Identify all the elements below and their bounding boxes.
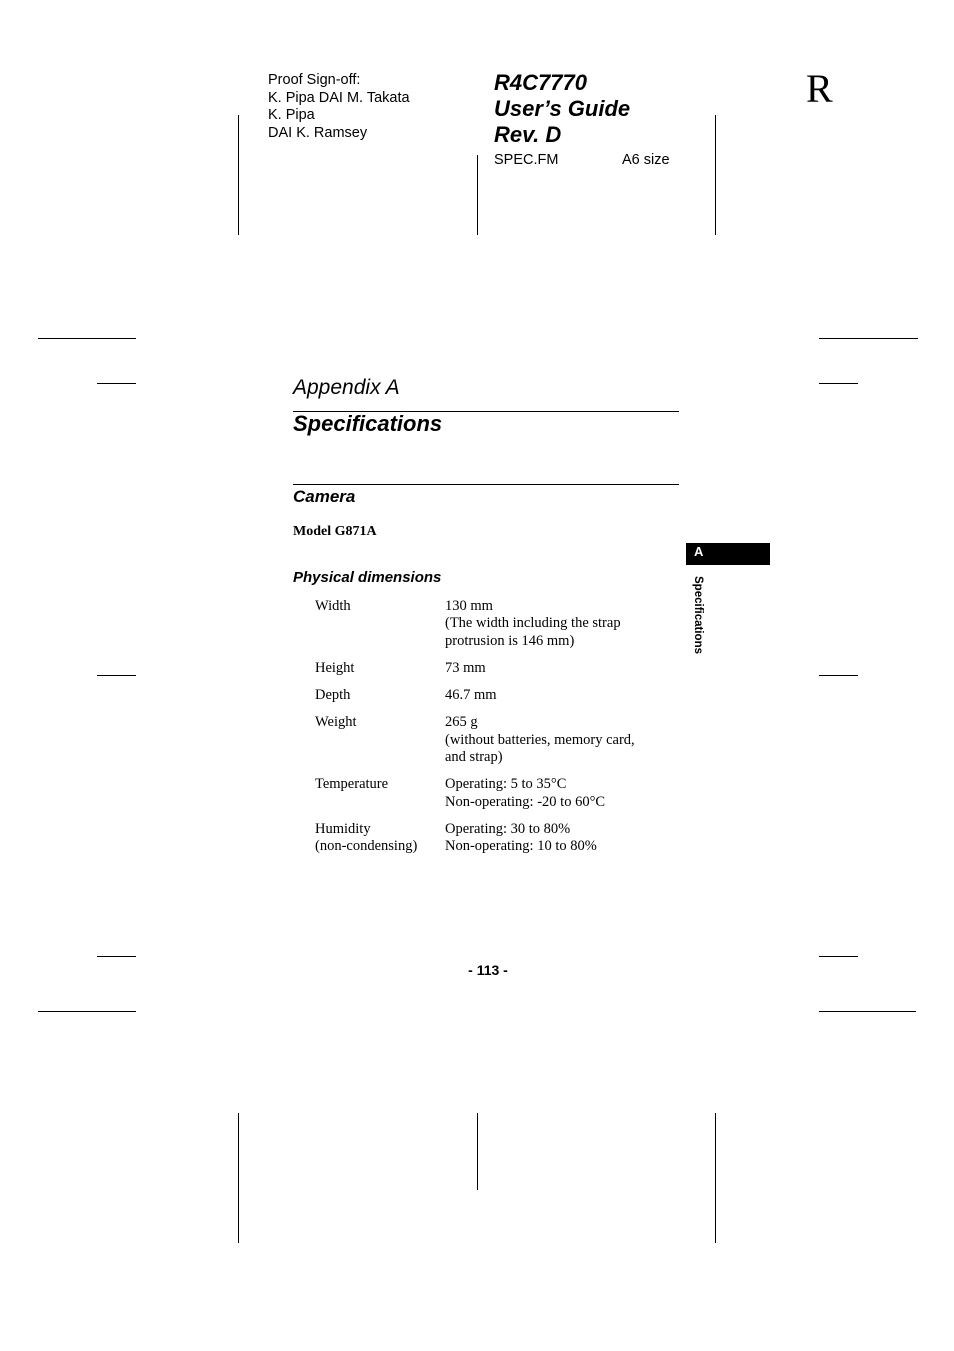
crop-mark-left-5 — [38, 1011, 136, 1012]
spec-value — [445, 714, 675, 766]
spec-row-height — [315, 660, 675, 677]
spec-value-line: Non-operating: 10 to 80% — [445, 838, 597, 855]
proof-line: DAI K. Ramsey — [268, 124, 368, 141]
revision-mark: R — [806, 66, 833, 111]
spec-value-line: Operating: 30 to 80% — [445, 820, 571, 837]
spec-row-humidity — [315, 821, 675, 856]
page-number: - 113 - — [468, 962, 508, 978]
spec-value-line: and strap) — [445, 749, 503, 766]
spec-row-weight — [315, 714, 675, 766]
side-tab-label: Specifications — [692, 576, 704, 654]
spec-value — [445, 660, 675, 677]
model-name: Model G871A — [293, 524, 377, 539]
spec-label-line: Width — [315, 598, 351, 614]
crop-mark-top-left — [238, 115, 239, 235]
crop-mark-left-2 — [97, 383, 136, 384]
spec-value-line: 73 mm — [445, 659, 486, 676]
file-name: SPEC.FM — [494, 152, 559, 168]
spec-value-line: (The width including the strap — [445, 615, 621, 632]
proof-line: K. Pipa — [268, 107, 315, 123]
spec-row-width — [315, 598, 675, 650]
spec-table — [315, 598, 675, 866]
crop-mark-right-1 — [819, 338, 918, 339]
spec-row-depth — [315, 687, 675, 704]
side-tab-letter: A — [694, 544, 704, 559]
crop-mark-left-4 — [97, 956, 136, 957]
spec-value-line: 265 g — [445, 714, 478, 731]
proof-line: Proof Sign-off: — [268, 72, 361, 88]
crop-mark-bottom-center — [477, 1113, 478, 1190]
spec-value — [445, 821, 675, 856]
crop-mark-right-4 — [819, 956, 858, 957]
crop-mark-left-3 — [97, 675, 136, 676]
proof-signoff — [268, 72, 410, 142]
spec-label — [315, 598, 445, 650]
spec-value-line: Non-operating: -20 to 60°C — [445, 793, 606, 810]
spec-label — [315, 660, 445, 677]
crop-mark-left-1 — [38, 338, 136, 339]
spec-value — [445, 687, 675, 704]
section-rule — [293, 484, 679, 485]
title-line: Rev. D — [494, 122, 562, 147]
crop-mark-top-center — [477, 155, 478, 235]
spec-label-line: Depth — [315, 687, 351, 704]
crop-mark-top-right — [715, 115, 716, 235]
spec-value-line: (without batteries, memory card, — [445, 731, 635, 748]
spec-label-line: Temperature — [315, 776, 389, 793]
spec-label-line: Height — [315, 659, 355, 676]
spec-label — [315, 687, 445, 704]
chapter-title: Specifications — [293, 411, 443, 436]
title-line: User’s Guide — [494, 96, 631, 121]
spec-value-line: Operating: 5 to 35°C — [445, 776, 567, 793]
spec-row-temperature — [315, 776, 675, 811]
spec-label — [315, 821, 445, 856]
spec-label-line: Humidity — [315, 820, 371, 837]
spec-label-line: Weight — [315, 714, 357, 731]
crop-mark-bottom-left — [238, 1113, 239, 1243]
spec-value — [445, 598, 675, 650]
spec-label — [315, 714, 445, 766]
crop-mark-right-5 — [819, 1011, 916, 1012]
spec-value — [445, 776, 675, 811]
section-title: Camera — [293, 487, 356, 506]
crop-mark-bottom-right — [715, 1113, 716, 1243]
document-title — [494, 70, 630, 148]
subsection-title: Physical dimensions — [293, 569, 442, 586]
spec-label — [315, 776, 445, 811]
paper-size: A6 size — [622, 152, 670, 168]
title-line: R4C7770 — [494, 70, 587, 95]
crop-mark-right-3 — [819, 675, 858, 676]
spec-value-line: 46.7 mm — [445, 687, 497, 704]
spec-value-line: protrusion is 146 mm) — [445, 632, 575, 649]
appendix-label: Appendix A — [293, 376, 400, 399]
proof-line: K. Pipa DAI M. Takata — [268, 89, 410, 106]
spec-label-line: (non-condensing) — [315, 838, 418, 855]
spec-value-line: 130 mm — [445, 598, 493, 614]
crop-mark-right-2 — [819, 383, 858, 384]
